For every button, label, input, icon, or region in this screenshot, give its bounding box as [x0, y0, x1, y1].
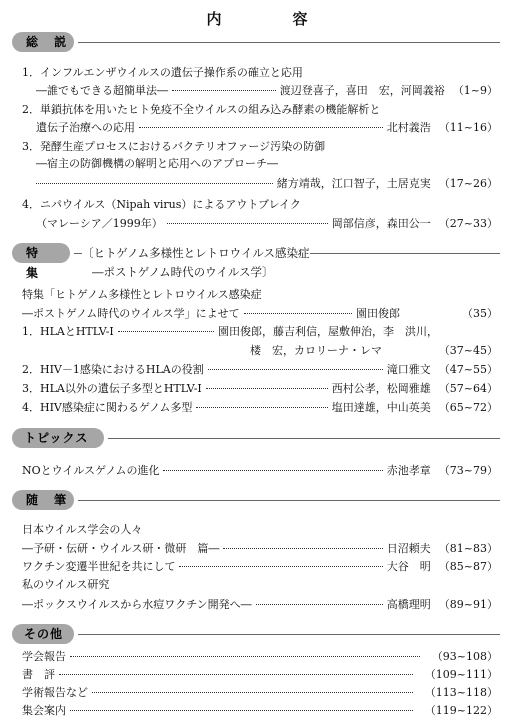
- toc-entry[interactable]: [22, 684, 498, 700]
- toc-entry[interactable]: [22, 323, 438, 339]
- toc-entry-subtitle: ―ポックスウイルスから水痘ワクチン開発へ―: [22, 598, 252, 611]
- section-divider: [78, 634, 500, 635]
- toc-entry-subtitle: ―予研・伝研・ウイルス研・微研 篇―: [22, 542, 220, 555]
- dot-leader: [36, 183, 273, 184]
- toc-entry-pages: （47~55）: [438, 363, 498, 376]
- feature-subtitle: 〔ヒトゲノム多様性とレトロウイルス感染症: [82, 246, 310, 260]
- section-header-sonota: [12, 624, 500, 644]
- section-label: トピックス: [12, 428, 104, 448]
- toc-entry[interactable]: [22, 399, 498, 415]
- toc-entry-authors: 塩田達雄，中山英美: [331, 401, 431, 414]
- toc-entry-title[interactable]: 2．単鎖抗体を用いたヒト免疫不全ウイルスの組み込み酵素の機能解析と: [22, 103, 381, 116]
- toc-entry[interactable]: [22, 305, 498, 321]
- toc-entry[interactable]: [22, 361, 498, 377]
- toc-entry-title: 学会報告: [22, 650, 66, 663]
- toc-entry-title[interactable]: 4．ニパウイルス（Nipah virus）によるアウトブレイク: [22, 198, 301, 211]
- toc-entry[interactable]: [36, 119, 498, 135]
- toc-entry[interactable]: [22, 462, 498, 478]
- toc-entry-authors: 赤池孝章: [386, 464, 431, 477]
- toc-entry-subtitle: （マレーシア／1999年）: [36, 217, 163, 230]
- toc-entry-authors: 日沼頼夫: [386, 542, 431, 555]
- toc-entry-pages: （57~64）: [438, 382, 498, 395]
- toc-entry-pages: （17~26）: [438, 177, 498, 190]
- section-label: その他: [12, 624, 74, 644]
- toc-entry[interactable]: [22, 540, 498, 556]
- toc-entry-title: 1．HLAとHTLV-I: [22, 325, 114, 338]
- section-label: 総 説: [12, 32, 74, 52]
- toc-entry-pages: （113~118）: [424, 686, 498, 699]
- toc-entry-authors: 楼 宏，カロリーナ・レマ: [250, 344, 382, 357]
- toc-entry-subtitle: ―ポストゲノム時代のウイルス学」によせて: [22, 307, 240, 320]
- section-divider: [74, 253, 82, 254]
- toc-entry-title[interactable]: 1．インフルエンザウイルスの遺伝子操作系の確立と応用: [22, 66, 303, 79]
- section-divider: [310, 253, 500, 254]
- dot-leader: [70, 710, 413, 711]
- toc-entry-authors: 滝口雅文: [386, 363, 431, 376]
- toc-entry-authors: 高橋理明: [386, 598, 431, 611]
- toc-entry-title: ワクチン変遷半世紀を共にして: [22, 560, 176, 573]
- dot-leader: [59, 674, 413, 675]
- toc-entry-title[interactable]: 私のウイルス研究: [22, 578, 110, 591]
- toc-entry-pages: （65~72）: [438, 401, 498, 414]
- toc-entry-title[interactable]: 特集「ヒトゲノム多様性とレトロウイルス感染症: [22, 288, 262, 301]
- section-header-zuihitsu: [12, 490, 500, 510]
- toc-entry[interactable]: [36, 82, 498, 98]
- toc-entry[interactable]: [36, 215, 498, 231]
- feature-subtitle: ―ポストゲノム時代のウイルス学〕: [92, 265, 274, 279]
- toc-entry-subtitle: ―宿主の防御機構の解明と応用へのアプローチ―: [36, 157, 278, 170]
- toc-entry[interactable]: [22, 648, 498, 664]
- toc-entry-title: 4．HIV感染症に関わるゲノム多型: [22, 401, 193, 414]
- toc-entry-authors: 緒方靖哉，江口智子，土居克実: [276, 177, 431, 190]
- section-label: 特 集: [12, 243, 70, 263]
- toc-entry-title[interactable]: 3．発酵生産プロセスにおけるバクテリオファージ汚染の防御: [22, 140, 326, 153]
- toc-entry-pages: （73~79）: [438, 464, 498, 477]
- dot-leader: [172, 90, 276, 91]
- dot-leader: [244, 313, 352, 314]
- toc-entry-pages: （119~122）: [424, 704, 498, 717]
- toc-entry-title: 集会案内: [22, 704, 66, 717]
- dot-leader: [206, 388, 328, 389]
- toc-entry-pages: （93~108）: [431, 650, 498, 663]
- dot-leader: [92, 692, 413, 693]
- toc-entry-pages: （89~91）: [438, 598, 498, 611]
- toc-entry-title: 3．HLA以外の遺伝子多型とHTLV-I: [22, 382, 202, 395]
- toc-entry-authors: 渡辺登喜子，喜田 宏，河岡義裕: [279, 84, 445, 97]
- toc-entry-authors: 西村公孝，松岡雅雄: [331, 382, 431, 395]
- toc-entry[interactable]: [250, 342, 498, 358]
- toc-entry-pages: （109~111）: [424, 668, 498, 681]
- toc-entry-pages: （37~45）: [438, 344, 498, 357]
- section-header-topics: [12, 428, 500, 448]
- toc-entry-authors: 大谷 明: [386, 560, 431, 573]
- toc-entry-pages: （81~83）: [438, 542, 498, 555]
- dot-leader: [163, 470, 382, 471]
- toc-entry-pages: （11~16）: [438, 121, 498, 134]
- toc-entry-subtitle: ―誰でもできる超簡単法―: [36, 84, 168, 97]
- toc-entry-authors: 園田俊郎: [356, 307, 400, 320]
- toc-entry-pages: （85~87）: [438, 560, 498, 573]
- dot-leader: [256, 604, 383, 605]
- dot-leader: [223, 548, 382, 549]
- toc-entry-title: 学術報告など: [22, 686, 88, 699]
- toc-entry-authors: 岡部信彦，森田公一: [331, 217, 431, 230]
- section-label: 随 筆: [12, 490, 74, 510]
- dot-leader: [196, 407, 327, 408]
- section-header-sousetsu: [12, 32, 500, 52]
- section-divider: [78, 42, 500, 43]
- dot-leader: [179, 566, 382, 567]
- toc-entry-pages: （35）: [462, 307, 498, 320]
- toc-entry[interactable]: [36, 175, 498, 191]
- dot-leader: [118, 331, 214, 332]
- dot-leader: [70, 656, 420, 657]
- toc-entry-authors: 北村義浩: [386, 121, 431, 134]
- toc-entry[interactable]: [22, 380, 498, 396]
- toc-entry-title: NOとウイルスゲノムの進化: [22, 464, 160, 477]
- dot-leader: [208, 369, 383, 370]
- toc-entry-pages: （27~33）: [438, 217, 498, 230]
- section-divider: [108, 438, 500, 439]
- toc-entry-title[interactable]: 日本ウイルス学会の人々: [22, 523, 143, 536]
- section-divider: [78, 500, 500, 501]
- toc-entry[interactable]: [22, 558, 498, 574]
- page-title: 内 容: [206, 10, 336, 28]
- toc-entry-title: 2．HIV－1感染におけるHLAの役割: [22, 363, 204, 376]
- toc-entry[interactable]: [22, 596, 498, 612]
- toc-entry[interactable]: [22, 702, 498, 718]
- dot-leader: [167, 223, 328, 224]
- toc-entry[interactable]: [22, 666, 498, 682]
- dot-leader: [139, 127, 383, 128]
- toc-entry-title: 書 評: [22, 668, 55, 681]
- toc-entry-pages: （1~9）: [452, 84, 498, 97]
- toc-entry-subtitle: 遺伝子治療への応用: [36, 121, 135, 134]
- toc-entry-authors: 園田俊郎，藤吉利信，屋敷伸治，李 洪川，: [218, 325, 438, 338]
